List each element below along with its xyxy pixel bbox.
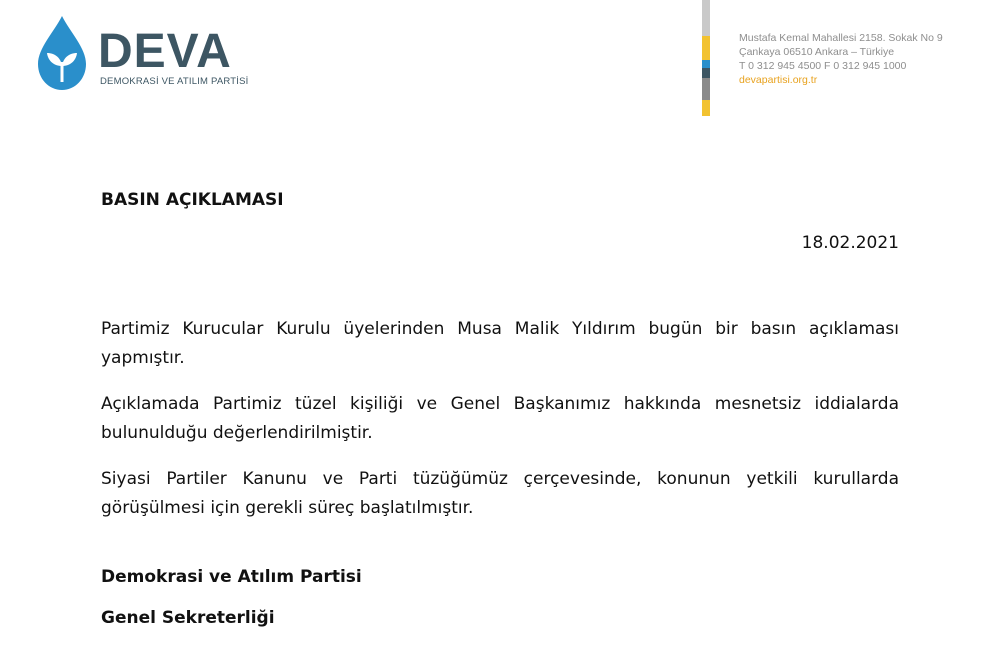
paragraph: Partimiz Kurucular Kurulu üyelerinden Musa Malik Yıldırım bugün bir basın açıklaması yapmıştır. [101, 319, 899, 368]
letterhead-address [739, 31, 943, 87]
document-date: 18.02.2021 [801, 233, 899, 253]
document-title: BASIN AÇIKLAMASI [101, 190, 284, 210]
document-body [101, 315, 899, 540]
website-link[interactable]: devapartisi.org.tr [739, 74, 818, 86]
paragraph: Siyasi Partiler Kanunu ve Parti tüzüğümüz çerçevesinde, konunun yetkili kurullarda görüşülmesi için gerekli süreç başlatılmıştır. [101, 469, 899, 518]
address-line-street: Mustafa Kemal Mahallesi 2158. Sokak No 9 [739, 32, 943, 44]
deva-logo [34, 14, 274, 94]
address-line-phone: T 0 312 945 4500 F 0 312 945 1000 [739, 60, 907, 72]
letterhead-color-stripe [702, 0, 710, 128]
paragraph: Açıklamada Partimiz tüzel kişiliği ve Genel Başkanımız hakkında mesnetsiz iddialarda bulunulduğu değerlendirilmiştir. [101, 394, 899, 443]
signature-party-name: Demokrasi ve Atılım Partisi [101, 567, 362, 587]
logo-wordmark: DEVA [98, 25, 232, 78]
water-drop-logo-icon [34, 14, 90, 92]
address-line-city: Çankaya 06510 Ankara – Türkiye [739, 46, 895, 58]
logo-subtitle: DEMOKRASİ VE ATILIM PARTİSİ [100, 76, 249, 87]
signature-department: Genel Sekreterliği [101, 608, 275, 628]
